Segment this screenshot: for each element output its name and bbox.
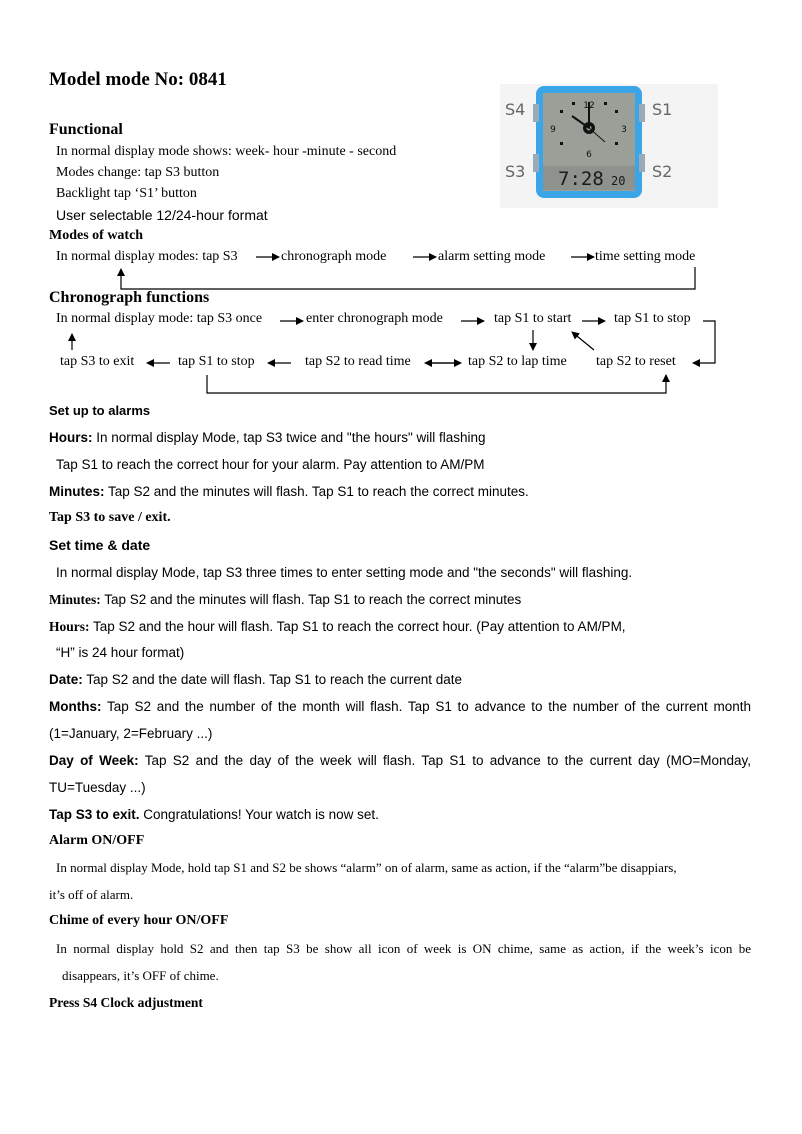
modes-step: time setting mode [595,249,696,264]
timedate-months-line2: (1=January, 2=February ...) [49,726,213,741]
timedate-intro: In normal display Mode, tap S3 three times to enter setting mode and "the seconds" will flashing. [56,565,633,580]
timedate-exit [49,807,379,822]
chrono-step: tap S1 to stop [178,354,255,369]
chrono-step: tap S2 to reset [596,354,676,369]
alarms-hours-line2: Tap S1 to reach the correct hour for your alarm. Pay attention to AM/PM [56,457,485,472]
alarms-heading: Set up to alarms [49,403,151,418]
timedate-hours-line2: “H” is 24 hour format) [56,645,185,660]
chrono-step: tap S1 to stop [614,311,691,326]
chime-line1: In normal display hold S2 and then tap S3 be show all icon of week is ON chime, same as action, if the week’s icon be [56,941,751,956]
timedate-minutes [49,592,521,608]
label: Tap S3 to exit. [49,807,140,822]
modes-heading: Modes of watch [49,228,144,243]
loop-arrow-icon [207,375,666,393]
functional-heading: Functional [49,121,123,138]
text: Tap S2 and the minutes will flash. Tap S1 to reach the correct minutes [104,592,522,607]
text: Tap S2 and the hour will flash. Tap S1 to reach the correct hour. (Pay attention to AM/PM, [93,619,626,634]
chrono-step: tap S3 to exit [60,354,135,369]
page-title: Model mode No: 0841 [49,69,227,90]
label: Minutes: [49,484,105,499]
text: Tap S2 and the number of the month will flash. Tap S1 to advance to the number of the current month [106,699,751,714]
dial-number: 9 [550,125,556,135]
alarm-onoff-heading: Alarm ON/OFF [49,833,145,848]
label: Day of Week: [49,753,139,768]
alarms-save: Tap S3 to save / exit. [49,510,171,525]
chime-heading: Chime of every hour ON/OFF [49,913,229,928]
label: Hours: [49,619,90,634]
modes-step: chronograph mode [281,249,387,264]
lcd-seconds: 20 [611,174,626,188]
text: Tap S2 and the minutes will flash. Tap S1 to reach the correct minutes. [108,484,529,499]
functional-item: Modes change: tap S3 button [56,165,220,180]
functional-item: In normal display mode shows: week- hour -minute - second [56,144,397,159]
button-label-s3: S3 [505,162,526,181]
lcd-time: 7:28 [558,168,604,190]
chime-line2: disappears, it’s OFF of chime. [62,968,219,983]
timedate-dow [49,753,751,768]
arrow-diagonal-icon [572,332,594,350]
timedate-months [49,699,751,714]
label: Months: [49,699,102,714]
button-label-s2: S2 [652,162,673,181]
text: In normal display Mode, tap S3 twice and "the hours" will flashing [96,430,486,445]
chrono-step: tap S1 to start [494,311,572,326]
modes-step: alarm setting mode [438,249,546,264]
dial-number: 12 [583,101,595,111]
label: Minutes: [49,592,101,607]
timedate-hours [49,619,626,635]
turn-arrow-icon [693,321,715,363]
alarms-hours [49,430,486,445]
alarms-minutes [49,484,529,499]
alarm-onoff-line1: In normal display Mode, hold tap S1 and S2 be shows “alarm” on of alarm, same as action, if the “alarm”be disappiars, [56,860,677,875]
text: Congratulations! Your watch is now set. [143,807,379,822]
chrono-step: enter chronograph mode [306,311,443,326]
timedate-heading: Set time & date [49,537,151,553]
functional-item: User selectable 12/24-hour format [56,207,268,223]
chrono-step: tap S2 to lap time [468,354,567,369]
label: Hours: [49,430,93,445]
text: Tap S2 and the day of the week will flash. Tap S1 to advance to the current day (MO=Monday, [144,753,751,768]
functional-item: Backlight tap ‘S1’ button [56,186,197,201]
dial-number: 3 [621,125,627,135]
button-label-s1: S1 [652,100,673,119]
dial-number: 6 [586,150,592,160]
loop-arrow-icon [121,267,695,289]
chrono-heading: Chronograph functions [49,289,210,306]
text: Tap S2 and the date will flash. Tap S1 to reach the current date [86,672,463,687]
chrono-step: tap S2 to read time [305,354,411,369]
label: Date: [49,672,83,687]
timedate-date [49,672,462,687]
alarm-onoff-line2: it’s off of alarm. [49,887,134,902]
button-label-s4: S4 [505,100,526,119]
clock-adjust: Press S4 Clock adjustment [49,995,203,1010]
modes-step: In normal display modes: tap S3 [56,249,238,264]
timedate-dow-line2: TU=Tuesday ...) [49,780,146,795]
chrono-step: In normal display mode: tap S3 once [56,311,263,326]
